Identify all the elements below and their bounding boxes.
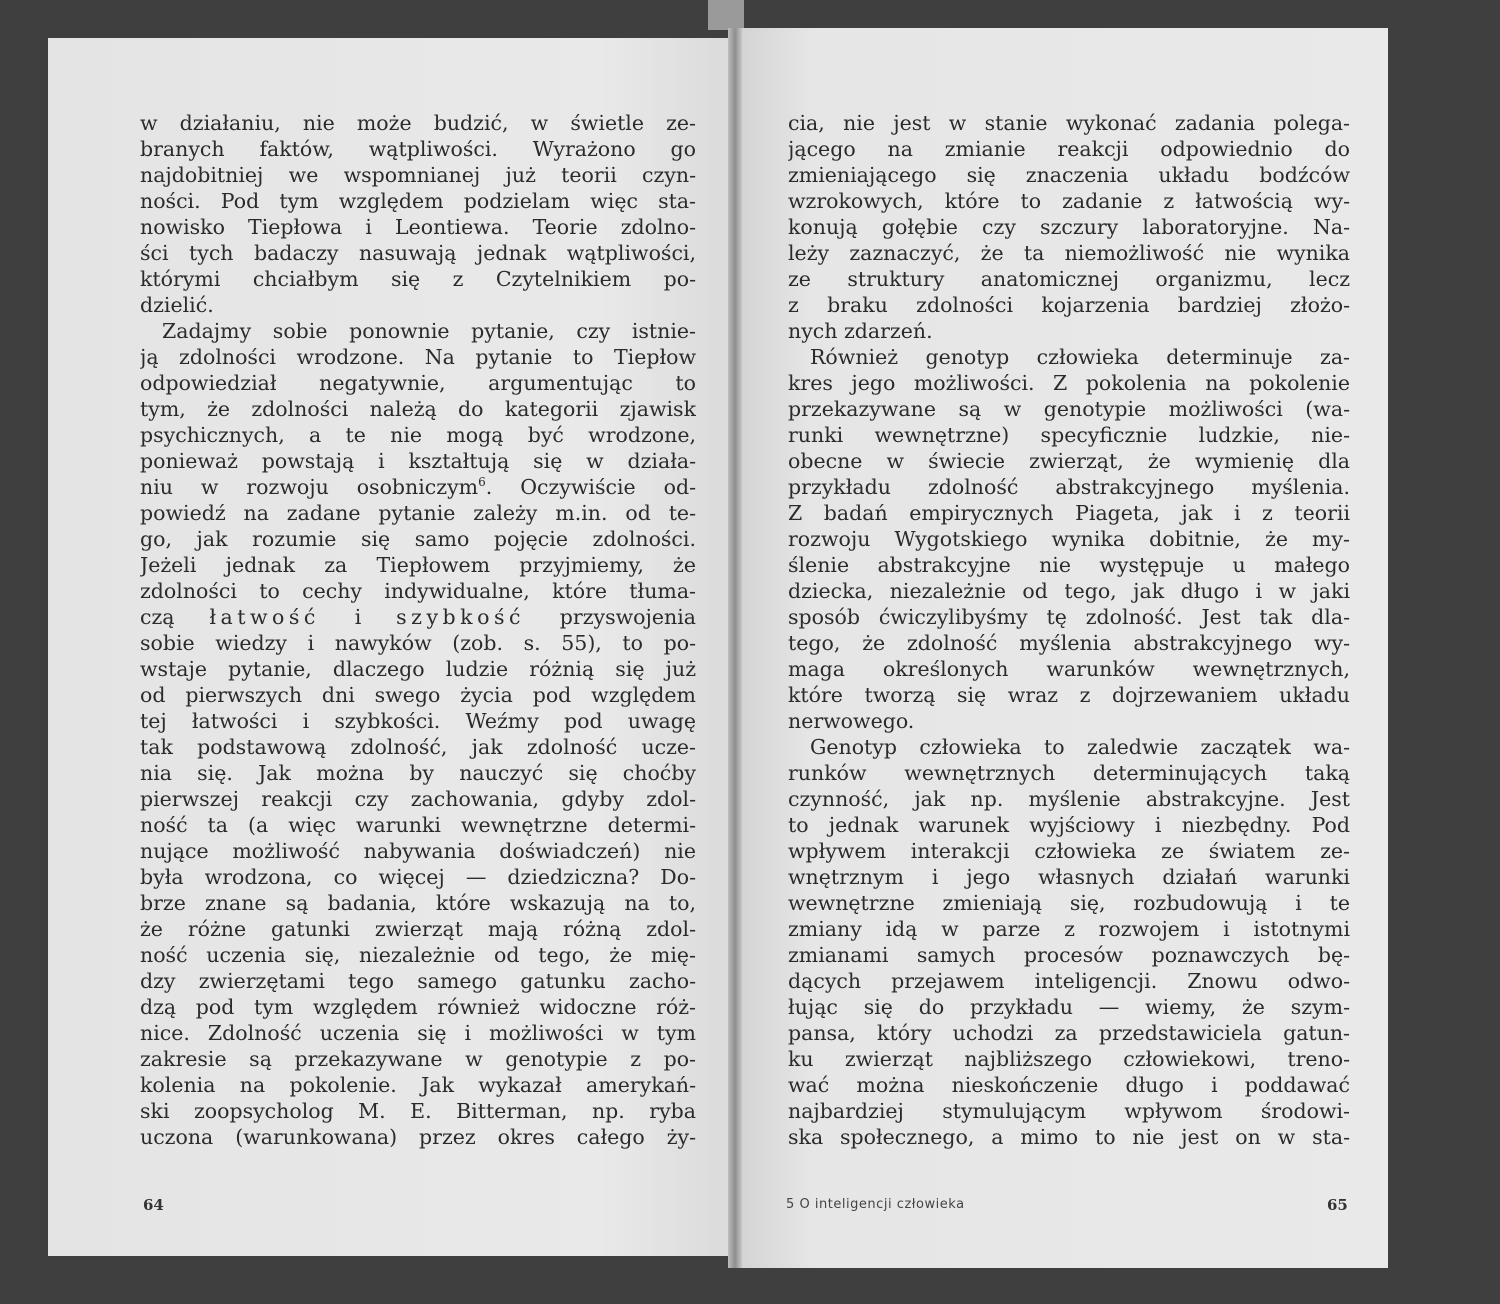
line-text: tak podstawową zdolność, jak zdolność ucze- — [140, 735, 696, 759]
line-text: runki wewnętrzne) specyficznie ludzkie, nie- — [788, 423, 1350, 447]
line-text: dziecka, niezależnie od tego, jak długo i w jaki — [788, 579, 1350, 603]
right-line — [788, 266, 1350, 292]
line-text: ności. Pod tym względem podzielam więc sta- — [140, 189, 696, 213]
line-text: ze struktury anatomicznej organizmu, lecz — [788, 267, 1350, 291]
line-text: czą — [140, 605, 210, 629]
right-line — [788, 318, 1350, 344]
line-text: rozwoju Wygotskiego wynika dobitnie, że my- — [788, 527, 1350, 551]
line-text: brze znane są badania, które wskazują na to, — [140, 891, 696, 915]
line-text: wpływem interakcji człowieka ze światem ze- — [788, 839, 1350, 863]
left-line — [140, 552, 696, 578]
right-line — [788, 968, 1350, 994]
left-line — [140, 760, 696, 786]
line-text: branych faktów, wątpliwości. Wyrażono go — [140, 137, 696, 161]
line-text: w działaniu, nie może budzić, w świetle ze- — [140, 111, 696, 135]
line-text: była wrodzona, co więcej — dziedziczna? Do- — [140, 865, 696, 889]
right-page-number: 65 — [1327, 1196, 1348, 1214]
right-line — [788, 162, 1350, 188]
line-text: Również genotyp człowieka determinuje za- — [810, 345, 1350, 369]
line-text: nowisko Tiepłowa i Leontiewa. Teorie zdolno- — [140, 215, 696, 239]
left-line — [140, 162, 696, 188]
line-text: przekazywane są w genotypie możliwości (wa- — [788, 397, 1350, 421]
book-gutter — [728, 28, 742, 1268]
line-text: łatwość — [209, 605, 320, 629]
left-line — [140, 110, 696, 136]
line-text: . Oczywiście od- — [485, 475, 696, 499]
line-text: ność ta (a więc warunki wewnętrzne determi- — [140, 813, 696, 837]
line-text: kolenia na pokolenie. Jak wykazał amerykań- — [140, 1073, 696, 1097]
left-line — [140, 396, 696, 422]
line-text: wzrokowych, które to zadanie z łatwością wy- — [788, 189, 1350, 213]
line-text: obecne w świecie zwierząt, że wymienię dla — [788, 449, 1350, 473]
right-line — [788, 916, 1350, 942]
right-line — [788, 344, 1350, 370]
right-line — [788, 188, 1350, 214]
right-line — [788, 760, 1350, 786]
line-text: to jednak warunek wyjściowy i niezbędny. Pod — [788, 813, 1350, 837]
right-line — [788, 1072, 1350, 1098]
line-text: ska społecznego, a mimo to nie jest on w sta- — [788, 1125, 1350, 1149]
line-text: szybkość — [396, 605, 525, 629]
line-text: przyswojenia — [524, 605, 696, 629]
left-line — [140, 864, 696, 890]
line-text: zmianami samych procesów poznawczych bę- — [788, 943, 1350, 967]
line-text: wewnętrzne zmieniają się, rozbudowują i te — [788, 891, 1350, 915]
left-line — [140, 188, 696, 214]
right-line — [788, 656, 1350, 682]
right-line — [788, 578, 1350, 604]
left-line — [140, 292, 696, 318]
left-line — [140, 578, 696, 604]
book-edge-corner — [708, 0, 744, 30]
left-line — [140, 474, 696, 500]
line-text: nerwowego. — [788, 709, 915, 733]
right-line — [788, 734, 1350, 760]
line-text: Genotyp człowieka to zaledwie zaczątek wa- — [810, 735, 1350, 759]
left-page-number: 64 — [143, 1196, 164, 1214]
left-line — [140, 500, 696, 526]
right-line — [788, 448, 1350, 474]
line-text: sobie wiedzy i nawyków (zob. s. 55), to po- — [140, 631, 696, 655]
right-line — [788, 500, 1350, 526]
line-text: którymi chciałbym się z Czytelnikiem po- — [140, 267, 696, 291]
right-line — [788, 838, 1350, 864]
right-line — [788, 786, 1350, 812]
left-line — [140, 1098, 696, 1124]
left-line — [140, 708, 696, 734]
left-line — [140, 1020, 696, 1046]
line-text: i — [319, 605, 397, 629]
line-text: że różne gatunki zwierząt mają różną zdol- — [140, 917, 696, 941]
right-line — [788, 214, 1350, 240]
left-line — [140, 266, 696, 292]
line-text: łując się do przykładu — wiemy, że szym- — [788, 995, 1350, 1019]
line-text: Jeżeli jednak za Tiepłowem przyjmiemy, że — [140, 553, 696, 577]
right-line — [788, 708, 1350, 734]
line-text: przykładu zdolność abstrakcyjnego myślenia. — [788, 475, 1350, 499]
left-line — [140, 916, 696, 942]
left-line — [140, 734, 696, 760]
right-line — [788, 110, 1350, 136]
line-text: ją zdolności wrodzone. Na pytanie to Tiepłow — [140, 345, 696, 369]
left-line — [140, 370, 696, 396]
line-text: nych zdarzeń. — [788, 319, 933, 343]
left-line — [140, 1124, 696, 1150]
right-line — [788, 526, 1350, 552]
left-line — [140, 968, 696, 994]
right-line — [788, 422, 1350, 448]
line-text: nice. Zdolność uczenia się i możliwości w tym — [140, 1021, 696, 1045]
left-line — [140, 682, 696, 708]
line-text: ku zwierząt najbliższego człowiekowi, treno- — [788, 1047, 1350, 1071]
line-text: Z badań empirycznych Piageta, jak i z teorii — [788, 501, 1350, 525]
line-text: czynność, jak np. myślenie abstrakcyjne. Jest — [788, 787, 1350, 811]
left-line — [140, 656, 696, 682]
line-text: od pierwszych dni swego życia pod względem — [140, 683, 696, 707]
line-text: zdolności to cechy indywidualne, które tłuma- — [140, 579, 696, 603]
footnote-marker: 6 — [478, 475, 486, 490]
line-text: które tworzą się wraz z dojrzewaniem układu — [788, 683, 1350, 707]
right-line — [788, 812, 1350, 838]
line-text: jącego na zmianie reakcji odpowiednio do — [788, 137, 1350, 161]
line-text: najbardziej stymulującym wpływom środowi- — [788, 1099, 1350, 1123]
right-line — [788, 1098, 1350, 1124]
line-text: dzielić. — [140, 293, 214, 317]
line-text: tej łatwości i szybkości. Weźmy pod uwagę — [140, 709, 696, 733]
line-text: Zadajmy sobie ponownie pytanie, czy istnie- — [162, 319, 696, 343]
left-line — [140, 214, 696, 240]
line-text: dących przejawem inteligencji. Znowu odwo- — [788, 969, 1350, 993]
left-line — [140, 448, 696, 474]
right-line — [788, 292, 1350, 318]
left-line — [140, 994, 696, 1020]
right-page-text — [788, 110, 1350, 1150]
line-text: zmieniającego się znaczenia układu bodźców — [788, 163, 1350, 187]
right-line — [788, 1046, 1350, 1072]
left-line — [140, 344, 696, 370]
line-text: ność uczenia się, niezależnie od tego, że mię- — [140, 943, 696, 967]
line-text: zakresie są przekazywane w genotypie z po- — [140, 1047, 696, 1071]
right-line — [788, 1124, 1350, 1150]
line-text: nia się. Jak można by nauczyć się choćby — [140, 761, 696, 785]
line-text: runków wewnętrznych determinujących taką — [788, 761, 1350, 785]
line-text: konują gołębie czy szczury laboratoryjne. Na- — [788, 215, 1350, 239]
running-footer: 5 O inteligencji człowieka — [786, 1197, 965, 1212]
line-text: maga określonych warunków wewnętrznych, — [788, 657, 1350, 681]
line-text: pansa, który uchodzi za przedstawiciela gatun- — [788, 1021, 1350, 1045]
line-text: psychicznych, a te nie mogą być wrodzone, — [140, 423, 696, 447]
left-page-text — [140, 110, 696, 1150]
left-line — [140, 838, 696, 864]
line-text: powiedź na zadane pytanie zależy m.in. od te- — [140, 501, 696, 525]
right-line — [788, 890, 1350, 916]
line-text: ści tych badaczy nasuwają jednak wątpliwości, — [140, 241, 696, 265]
line-text: wać można nieskończenie długo i poddawać — [788, 1073, 1350, 1097]
line-text: go, jak rozumie się samo pojęcie zdolności. — [140, 527, 696, 551]
left-line — [140, 1046, 696, 1072]
line-text: dzą pod tym względem również widoczne róż- — [140, 995, 696, 1019]
left-line — [140, 604, 696, 630]
line-text: kres jego możliwości. Z pokolenia na pokolenie — [788, 371, 1350, 395]
right-line — [788, 370, 1350, 396]
right-line — [788, 136, 1350, 162]
line-text: najdobitniej we wspomnianej już teorii czyn- — [140, 163, 696, 187]
right-line — [788, 396, 1350, 422]
left-line — [140, 942, 696, 968]
line-text: ślenie abstrakcyjne nie występuje u małego — [788, 553, 1350, 577]
line-text: niu w rozwoju osobniczym — [140, 475, 479, 499]
right-line — [788, 474, 1350, 500]
left-line — [140, 240, 696, 266]
right-line — [788, 942, 1350, 968]
right-line — [788, 630, 1350, 656]
line-text: ski zoopsycholog M. E. Bitterman, np. ryba — [140, 1099, 696, 1123]
line-text: dzy zwierzętami tego samego gatunku zacho- — [140, 969, 696, 993]
left-line — [140, 630, 696, 656]
line-text: cia, nie jest w stanie wykonać zadania polega- — [788, 111, 1350, 135]
left-line — [140, 422, 696, 448]
right-line — [788, 1020, 1350, 1046]
line-text: wnętrznym i jego własnych działań warunki — [788, 865, 1350, 889]
right-line — [788, 682, 1350, 708]
right-line — [788, 604, 1350, 630]
left-line — [140, 786, 696, 812]
line-text: tego, że zdolność myślenia abstrakcyjnego wy- — [788, 631, 1350, 655]
left-line — [140, 1072, 696, 1098]
left-line — [140, 318, 696, 344]
line-text: tym, że zdolności należą do kategorii zjawisk — [140, 397, 696, 421]
line-text: uczona (warunkowana) przez okres całego ży- — [140, 1125, 696, 1149]
right-line — [788, 552, 1350, 578]
line-text: ponieważ powstają i kształtują się w działa- — [140, 449, 696, 473]
right-line — [788, 240, 1350, 266]
left-line — [140, 812, 696, 838]
left-line — [140, 526, 696, 552]
line-text: zmiany idą w parze z rozwojem i istotnymi — [788, 917, 1350, 941]
right-line — [788, 864, 1350, 890]
line-text: odpowiedział negatywnie, argumentując to — [140, 371, 696, 395]
line-text: z braku zdolności kojarzenia bardziej złożo- — [788, 293, 1350, 317]
right-line — [788, 994, 1350, 1020]
line-text: sposób ćwiczylibyśmy tę zdolność. Jest tak dla- — [788, 605, 1350, 629]
left-line — [140, 890, 696, 916]
left-line — [140, 136, 696, 162]
line-text: nujące możliwość nabywania doświadczeń) nie — [140, 839, 696, 863]
line-text: wstaje pytanie, dlaczego ludzie różnią się już — [140, 657, 696, 681]
line-text: leży zaznaczyć, że ta niemożliwość nie wynika — [788, 241, 1350, 265]
line-text: pierwszej reakcji czy zachowania, gdyby zdol- — [140, 787, 696, 811]
